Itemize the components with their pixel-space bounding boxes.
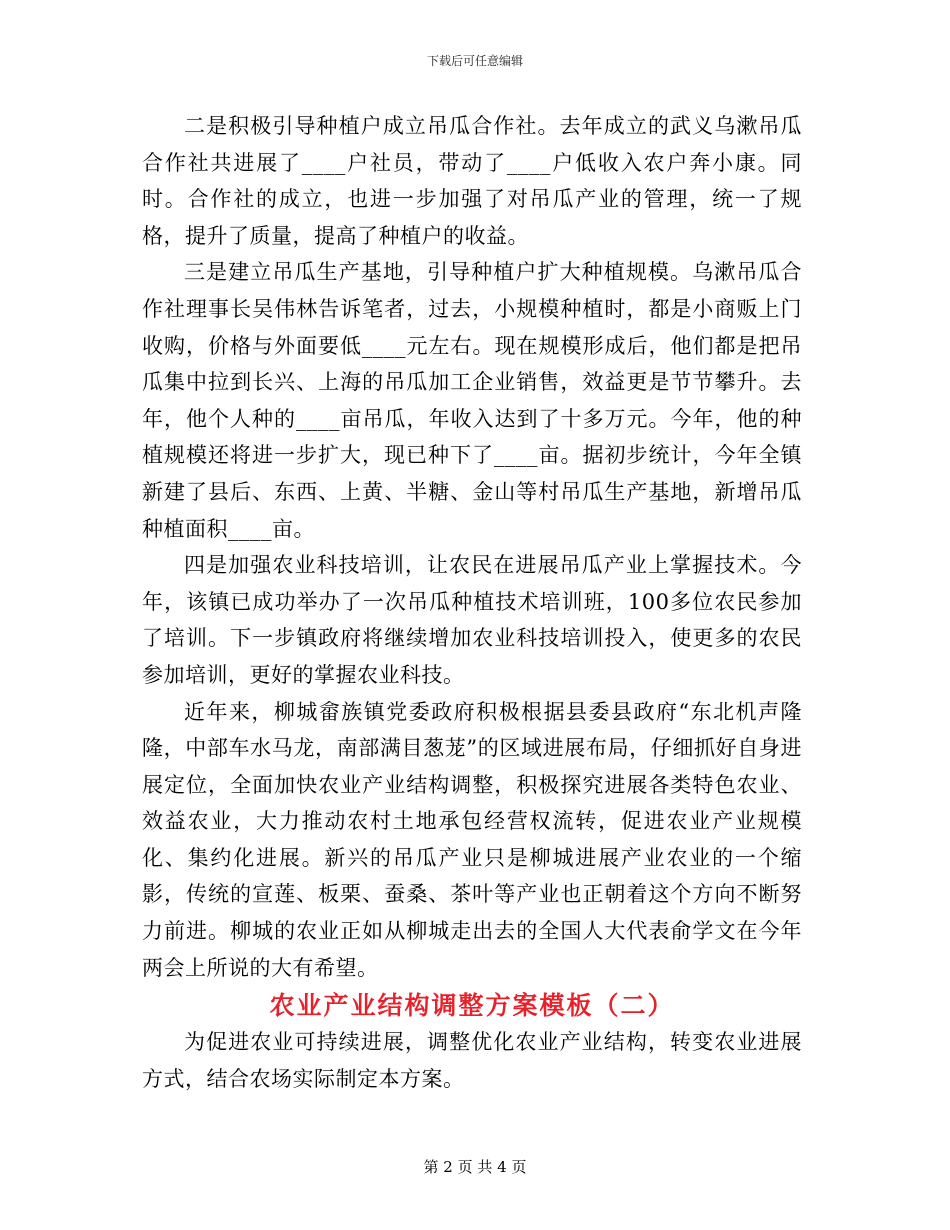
paragraph-recent-years: 近年来，柳城畲族镇党委政府积极根据县委县政府“东北机声隆隆，中部车水马龙，南部满目葱茏”的区域进展布局，仔细抓好自身进展定位，全面加快农业产业结构调整，积极探究进展各类特色农业、效益农业，大力推动农村土地承包经营权流转，促进农业产业规模化、集约化进展。新兴的吊瓜产业只是柳城进展产业农业的一个缩影，传统的宣莲、板栗、蚕桑、茶叶等产业也正朝着这个方向不断努力前进。柳城的农业正如从柳城走出去的全国人大代表俞学文在今年两会上所说的大有希望。 bbox=[142, 699, 802, 980]
paragraph-cooperative: 二是积极引导种植户成立吊瓜合作社。去年成立的武义乌漱吊瓜合作社共进展了____户社员，带动了____户低收入农户奔小康。同时。合作社的成立，也进一步加强了对吊瓜产业的管理，统一了规格，提升了质量，提高了种植户的收益。 bbox=[142, 114, 802, 248]
header-note: 下载后可任意编辑 bbox=[426, 54, 523, 68]
paragraph-production-base: 三是建立吊瓜生产基地，引导种植户扩大种植规模。乌漱吊瓜合作社理事长吴伟林告诉笔者，过去，小规模种植时，都是小商贩上门收购，价格与外面要低____元左右。现在规模形成后，他们都是把吊瓜集中拉到长兴、上海的吊瓜加工企业销售，效益更是节节攀升。去年，他个人种的____亩吊瓜，年收入达到了十多万元。今年，他的种植规模还将进一步扩大，现已种下了____亩。据初步统计，今年全镇新建了县后、东西、上黄、半糖、金山等村吊瓜生产基地，新增吊瓜种植面积____亩。 bbox=[142, 260, 802, 541]
document-body bbox=[142, 108, 802, 1097]
section-intro: 为促进农业可持续进展，调整优化农业产业结构，转变农业进展方式，结合农场实际制定本方案。 bbox=[142, 1030, 802, 1091]
paragraph-tech-training: 四是加强农业科技培训，让农民在进展吊瓜产业上掌握技术。今年，该镇已成功举办了一次吊瓜种植技术培训班，100多位农民参加了培训。下一步镇政府将继续增加农业科技培训投入，使更多的农民参加培训，更好的掌握农业科技。 bbox=[142, 553, 802, 687]
page-number: 第 2 页 共 4 页 bbox=[423, 1158, 527, 1176]
section-title: 农业产业结构调整方案模板（二） bbox=[269, 991, 675, 1021]
